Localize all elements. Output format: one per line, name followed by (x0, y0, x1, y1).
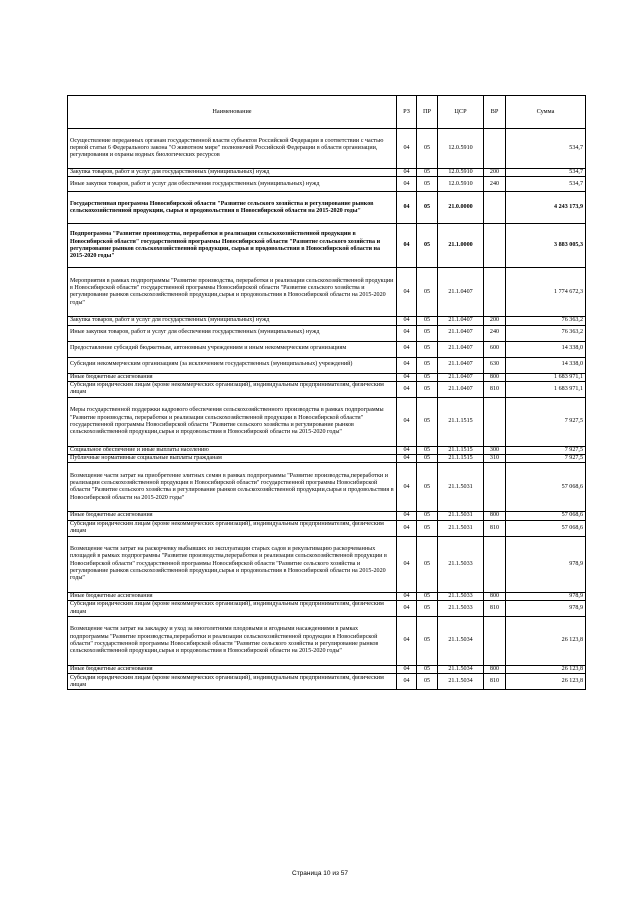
row-rz-cell: 04 (397, 169, 417, 177)
table-header-row (68, 96, 586, 129)
row-rz-cell: 04 (397, 463, 417, 512)
row-rz-cell: 04 (397, 325, 417, 341)
table-row (68, 592, 586, 600)
row-rz-cell: 04 (397, 674, 417, 690)
row-name-cell: Закупка товаров, работ и услуг для государственных (муниципальных) нужд (68, 169, 397, 177)
row-pr-cell: 05 (417, 592, 438, 600)
row-rz-cell: 04 (397, 357, 417, 373)
row-rz-cell: 04 (397, 666, 417, 674)
table-row (68, 268, 586, 317)
row-vr-cell: 800 (484, 373, 506, 381)
row-csr-cell: 21.1.5033 (438, 601, 484, 617)
row-sum-cell: 534,7 (506, 169, 586, 177)
row-name-cell: Закупка товаров, работ и услуг для государственных (муниципальных) нужд (68, 317, 397, 325)
row-csr-cell: 21.1.0407 (438, 381, 484, 397)
row-name-cell: Субсидии юридическим лицам (кроме некоммерческих организаций), индивидуальным предпринимателям, физическим лицам (68, 674, 397, 690)
row-name-cell: Иные бюджетные ассигнования (68, 666, 397, 674)
table-row (68, 373, 586, 381)
header-pr: ПР (417, 96, 438, 129)
row-sum-cell: 26 123,8 (506, 674, 586, 690)
row-name-cell: Иные бюджетные ассигнования (68, 592, 397, 600)
table-row (68, 397, 586, 446)
table-row (68, 317, 586, 325)
row-vr-cell (484, 224, 506, 268)
row-pr-cell: 05 (417, 268, 438, 317)
header-vr: ВР (484, 96, 506, 129)
row-pr-cell: 05 (417, 666, 438, 674)
row-pr-cell: 05 (417, 536, 438, 592)
row-csr-cell: 21.1.0407 (438, 373, 484, 381)
table-row (68, 381, 586, 397)
row-csr-cell: 21.1.1515 (438, 446, 484, 454)
row-pr-cell: 05 (417, 192, 438, 224)
row-pr-cell: 05 (417, 455, 438, 463)
row-vr-cell: 310 (484, 455, 506, 463)
row-vr-cell: 200 (484, 169, 506, 177)
row-sum-cell: 57 068,6 (506, 463, 586, 512)
row-name-cell: Иные бюджетные ассигнования (68, 373, 397, 381)
row-rz-cell: 04 (397, 536, 417, 592)
row-vr-cell: 810 (484, 674, 506, 690)
row-name-cell: Возмещение части затрат на раскорчевку выбывших из эксплуатации старых садов и рекультивацию раскорчеванных площадей в рамках подпрограммы "Развитие производства,переработки и реализации сельскохозяйственной продукции в Новосибирской области" государственной программы Новосибирской области "Развитие сельского хозяйства и регулирование рынков сельскохозяйственной продукции,сырья и продовольствия в Новосибирской области на 2015-2020 годы" (68, 536, 397, 592)
row-pr-cell: 05 (417, 224, 438, 268)
table-row (68, 224, 586, 268)
row-pr-cell: 05 (417, 601, 438, 617)
row-pr-cell: 05 (417, 446, 438, 454)
row-sum-cell: 978,9 (506, 536, 586, 592)
row-vr-cell: 810 (484, 520, 506, 536)
row-sum-cell: 14 338,0 (506, 357, 586, 373)
row-sum-cell: 978,9 (506, 592, 586, 600)
row-pr-cell: 05 (417, 373, 438, 381)
row-csr-cell: 21.1.0407 (438, 268, 484, 317)
row-csr-cell: 21.1.1515 (438, 455, 484, 463)
row-sum-cell: 1 774 672,3 (506, 268, 586, 317)
row-csr-cell: 21.1.5033 (438, 536, 484, 592)
table-row (68, 666, 586, 674)
row-rz-cell: 04 (397, 512, 417, 520)
row-rz-cell: 04 (397, 592, 417, 600)
header-csr: ЦСР (438, 96, 484, 129)
row-sum-cell: 1 683 971,1 (506, 373, 586, 381)
row-name-cell: Публичные нормативные социальные выплаты гражданам (68, 455, 397, 463)
table-row (68, 192, 586, 224)
row-sum-cell: 978,9 (506, 601, 586, 617)
row-sum-cell: 76 363,2 (506, 325, 586, 341)
row-vr-cell (484, 397, 506, 446)
row-name-cell: Возмещение части затрат на закладку и уход за многолетними плодовыми и ягодными насаждениями в рамках подпрограммы "Развитие производства,переработки и реализации сельскохозяйственной продукции в Новосибирской области" государственной программы Новосибирской области "Развитие сельского хозяйства и регулирование рынков сельскохозяйственной продукции,сырья и продовольствия в Новосибирской области на 2015-2020 годы" (68, 617, 397, 666)
row-vr-cell (484, 617, 506, 666)
row-vr-cell: 800 (484, 666, 506, 674)
row-name-cell: Меры государственной поддержки кадрового обеспечения сельскохозяйственного производства в рамках подпрограммы "Развитие производства, переработки и реализации сельскохозяйственной продукции в Новосибирской области" государственной программы Новосибирской области "Развитие сельского хозяйства и регулирование рынков сельскохозяйственной продукции,сырья и продовольствия в Новосибирской области на 2015-2020 годы" (68, 397, 397, 446)
row-vr-cell: 800 (484, 512, 506, 520)
row-sum-cell: 7 927,5 (506, 446, 586, 454)
row-sum-cell: 14 338,0 (506, 341, 586, 357)
table-body (68, 129, 586, 690)
row-name-cell: Социальное обеспечение и иные выплаты населению (68, 446, 397, 454)
row-pr-cell: 05 (417, 381, 438, 397)
header-name: Наименование (68, 96, 397, 129)
row-csr-cell: 21.1.5034 (438, 666, 484, 674)
row-csr-cell: 21.1.5033 (438, 592, 484, 600)
row-sum-cell: 76 363,2 (506, 317, 586, 325)
row-vr-cell: 200 (484, 317, 506, 325)
row-rz-cell: 04 (397, 317, 417, 325)
table-row (68, 169, 586, 177)
row-csr-cell: 21.1.5034 (438, 674, 484, 690)
row-name-cell: Предоставление субсидий бюджетным, автономным учреждениям и иным некоммерческим организациям (68, 341, 397, 357)
row-name-cell: Мероприятия в рамках подпрограммы "Развитие производства, переработки и реализации сельскохозяйственной продукции в Новосибирской области" государственной программы Новосибирской области "Развитие сельского хозяйства и регулирование рынков сельскохозяйственной продукции,сырья и продовольствия в Новосибирской области на 2015-2020 годы" (68, 268, 397, 317)
row-pr-cell: 05 (417, 325, 438, 341)
row-csr-cell: 21.1.5034 (438, 617, 484, 666)
row-name-cell: Иные бюджетные ассигнования (68, 512, 397, 520)
row-csr-cell: 12.0.5910 (438, 177, 484, 192)
row-csr-cell: 21.1.0407 (438, 357, 484, 373)
row-pr-cell: 05 (417, 341, 438, 357)
row-vr-cell (484, 463, 506, 512)
row-csr-cell: 21.1.5031 (438, 520, 484, 536)
table-row (68, 536, 586, 592)
row-rz-cell: 04 (397, 373, 417, 381)
row-rz-cell: 04 (397, 268, 417, 317)
row-name-cell: Субсидии юридическим лицам (кроме некоммерческих организаций), индивидуальным предпринимателям, физическим лицам (68, 601, 397, 617)
row-csr-cell: 21.1.0407 (438, 325, 484, 341)
row-pr-cell: 05 (417, 177, 438, 192)
table-row (68, 341, 586, 357)
row-pr-cell: 05 (417, 357, 438, 373)
row-name-cell: Возмещение части затрат на приобретение элитных семян в рамках подпрограммы "Развитие производства,переработки и реализации сельскохозяйственной продукции в Новосибирской области" государственной программы Новосибирской области "Развитие сельского хозяйства и регулирование рынков сельскохозяйственной продукции,сырья и продовольствия в Новосибирской области на 2015-2020 годы" (68, 463, 397, 512)
row-name-cell: Субсидии некоммерческим организациям (за исключением государственных (муниципальных) учреждений) (68, 357, 397, 373)
row-pr-cell: 05 (417, 520, 438, 536)
row-pr-cell: 05 (417, 617, 438, 666)
table-row (68, 617, 586, 666)
row-vr-cell (484, 129, 506, 169)
row-csr-cell: 12.0.5910 (438, 169, 484, 177)
row-csr-cell: 12.0.5910 (438, 129, 484, 169)
row-vr-cell: 600 (484, 341, 506, 357)
row-vr-cell: 240 (484, 177, 506, 192)
row-rz-cell: 04 (397, 446, 417, 454)
row-rz-cell: 04 (397, 397, 417, 446)
budget-table (67, 95, 586, 690)
row-pr-cell: 05 (417, 463, 438, 512)
row-sum-cell: 1 683 971,1 (506, 381, 586, 397)
row-rz-cell: 04 (397, 224, 417, 268)
row-pr-cell: 05 (417, 317, 438, 325)
row-rz-cell: 04 (397, 601, 417, 617)
row-rz-cell: 04 (397, 617, 417, 666)
row-name-cell: Иные закупки товаров, работ и услуг для обеспечения государственных (муниципальных) нужд (68, 325, 397, 341)
table-row (68, 674, 586, 690)
row-name-cell: Подпрограмма "Развитие производства, переработки и реализации сельскохозяйственной продукции в Новосибирской области" государственной программы Новосибирской области "Развитие сельского хозяйства и регулирование рынков сельскохозяйственной продукции, сырья и продовольствия в Новосибирской области на 2015-2020 годы" (68, 224, 397, 268)
row-name-cell: Иные закупки товаров, работ и услуг для обеспечения государственных (муниципальных) нужд (68, 177, 397, 192)
row-csr-cell: 21.1.0000 (438, 224, 484, 268)
row-sum-cell: 534,7 (506, 129, 586, 169)
table-row (68, 520, 586, 536)
row-sum-cell: 7 927,5 (506, 397, 586, 446)
row-rz-cell: 04 (397, 341, 417, 357)
row-vr-cell: 810 (484, 601, 506, 617)
row-vr-cell (484, 268, 506, 317)
row-csr-cell: 21.1.0407 (438, 341, 484, 357)
row-csr-cell: 21.1.1515 (438, 397, 484, 446)
row-pr-cell: 05 (417, 397, 438, 446)
row-vr-cell (484, 536, 506, 592)
row-pr-cell: 05 (417, 169, 438, 177)
row-csr-cell: 21.1.5031 (438, 512, 484, 520)
table-row (68, 455, 586, 463)
row-name-cell: Осуществление переданных органам государственной власти субъектов Российской Федерации в соответствии с частью первой статьи 6 Федерального закона "О животном мире" полномочий Российской Федерации в области организации, регулирования и охраны водных биологических ресурсов (68, 129, 397, 169)
row-rz-cell: 04 (397, 455, 417, 463)
row-sum-cell: 7 927,5 (506, 455, 586, 463)
header-rz: РЗ (397, 96, 417, 129)
table-row (68, 446, 586, 454)
row-sum-cell: 57 068,6 (506, 512, 586, 520)
header-sum: Сумма (506, 96, 586, 129)
table-row (68, 463, 586, 512)
row-vr-cell: 630 (484, 357, 506, 373)
row-sum-cell: 26 123,8 (506, 617, 586, 666)
row-name-cell: Субсидии юридическим лицам (кроме некоммерческих организаций), индивидуальным предпринимателям, физическим лицам (68, 520, 397, 536)
row-sum-cell: 26 123,8 (506, 666, 586, 674)
table-row (68, 177, 586, 192)
row-sum-cell: 534,7 (506, 177, 586, 192)
row-csr-cell: 21.1.0407 (438, 317, 484, 325)
row-vr-cell: 240 (484, 325, 506, 341)
row-vr-cell: 300 (484, 446, 506, 454)
table-row (68, 512, 586, 520)
row-rz-cell: 04 (397, 381, 417, 397)
row-rz-cell: 04 (397, 520, 417, 536)
row-name-cell: Государственная программа Новосибирской области "Развитие сельского хозяйства и регулирование рынков сельскохозяйственной продукции, сырья и продовольствия в Новосибирской области на 2015-2020 годы" (68, 192, 397, 224)
row-rz-cell: 04 (397, 177, 417, 192)
row-vr-cell (484, 192, 506, 224)
row-sum-cell: 4 243 173,9 (506, 192, 586, 224)
page-number: Страница 10 из 57 (292, 870, 348, 877)
row-vr-cell: 810 (484, 381, 506, 397)
table-row (68, 325, 586, 341)
row-rz-cell: 04 (397, 129, 417, 169)
table-row (68, 357, 586, 373)
row-vr-cell: 800 (484, 592, 506, 600)
row-sum-cell: 3 883 005,3 (506, 224, 586, 268)
row-csr-cell: 21.0.0000 (438, 192, 484, 224)
row-pr-cell: 05 (417, 129, 438, 169)
row-pr-cell: 05 (417, 512, 438, 520)
table-row (68, 129, 586, 169)
row-name-cell: Субсидии юридическим лицам (кроме некоммерческих организаций), индивидуальным предпринимателям, физическим лицам (68, 381, 397, 397)
table-row (68, 601, 586, 617)
row-csr-cell: 21.1.5031 (438, 463, 484, 512)
row-pr-cell: 05 (417, 674, 438, 690)
row-sum-cell: 57 068,6 (506, 520, 586, 536)
row-rz-cell: 04 (397, 192, 417, 224)
